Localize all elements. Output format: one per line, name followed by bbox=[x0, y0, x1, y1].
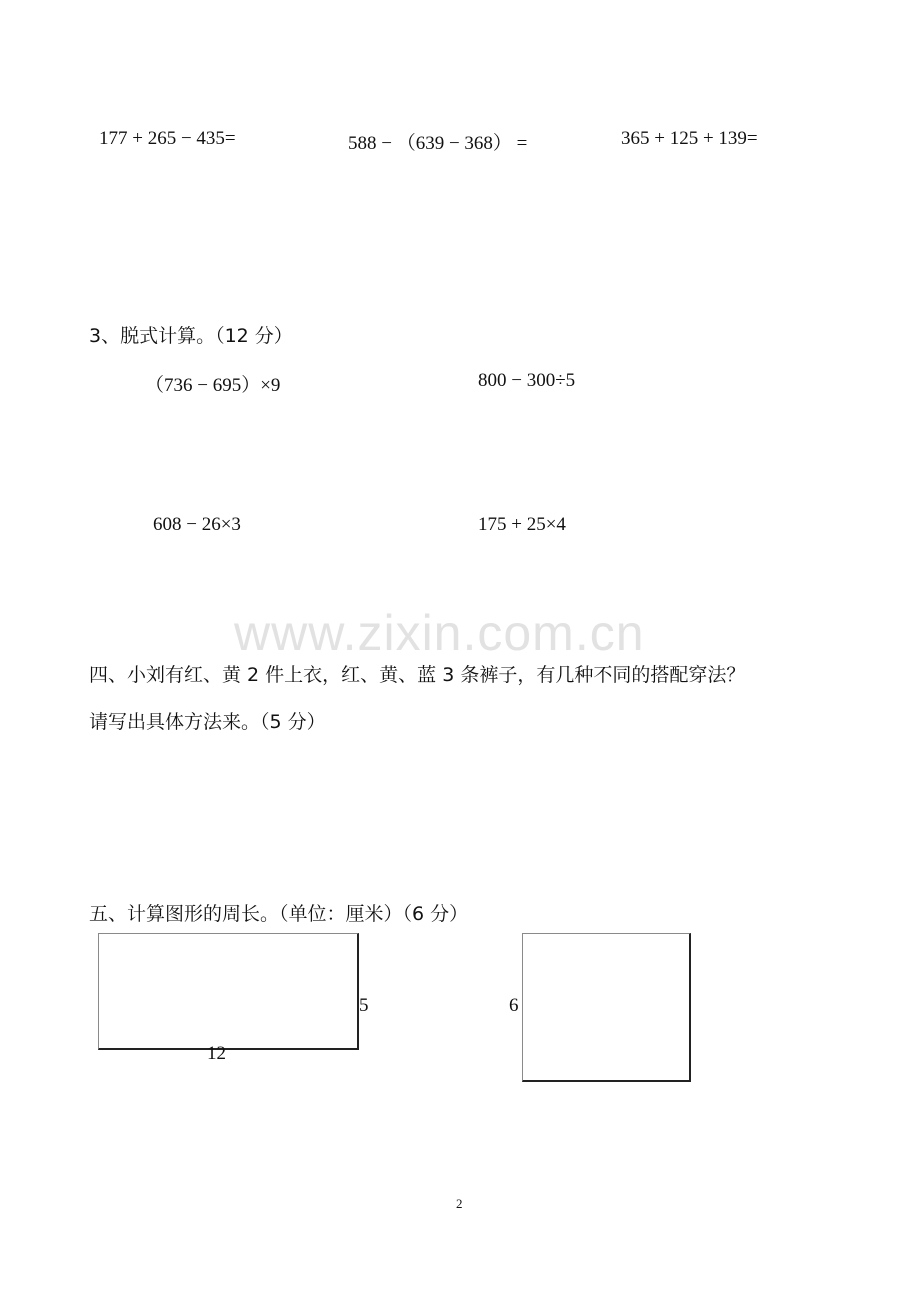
section-4-question-line-2: 请写出具体方法来。（5 分） bbox=[89, 711, 326, 733]
section-4-question-line-1: 四、小刘有红、黄 2 件上衣，红、黄、蓝 3 条裤子，有几种不同的搭配穿法？ bbox=[89, 664, 746, 686]
section-3-expression-1: （736 − 695）×9 bbox=[145, 375, 281, 396]
section-3-expression-4: 175 + 25×4 bbox=[478, 514, 566, 535]
section-3-title: 3、脱式计算。（12 分） bbox=[89, 325, 293, 347]
rectangle-width-label: 12 bbox=[207, 1043, 226, 1064]
square-figure bbox=[522, 933, 691, 1082]
expression-3: 365 + 125 + 139= bbox=[621, 128, 758, 149]
section-3-expression-2: 800 − 300÷5 bbox=[478, 370, 576, 391]
section-3-expression-3: 608 − 26×3 bbox=[153, 514, 241, 535]
watermark: www.zixin.com.cn bbox=[234, 605, 645, 661]
rectangle-height-label: 5 bbox=[359, 995, 369, 1016]
square-side-label: 6 bbox=[509, 995, 519, 1016]
rectangle-figure bbox=[98, 933, 359, 1050]
section-5-title: 五、计算图形的周长。（单位：厘米）（6 分） bbox=[89, 903, 469, 925]
expression-1: 177 + 265 − 435= bbox=[99, 128, 236, 149]
page-number: 2 bbox=[456, 1196, 463, 1211]
expression-2: 588 − （639 − 368） = bbox=[348, 133, 528, 154]
